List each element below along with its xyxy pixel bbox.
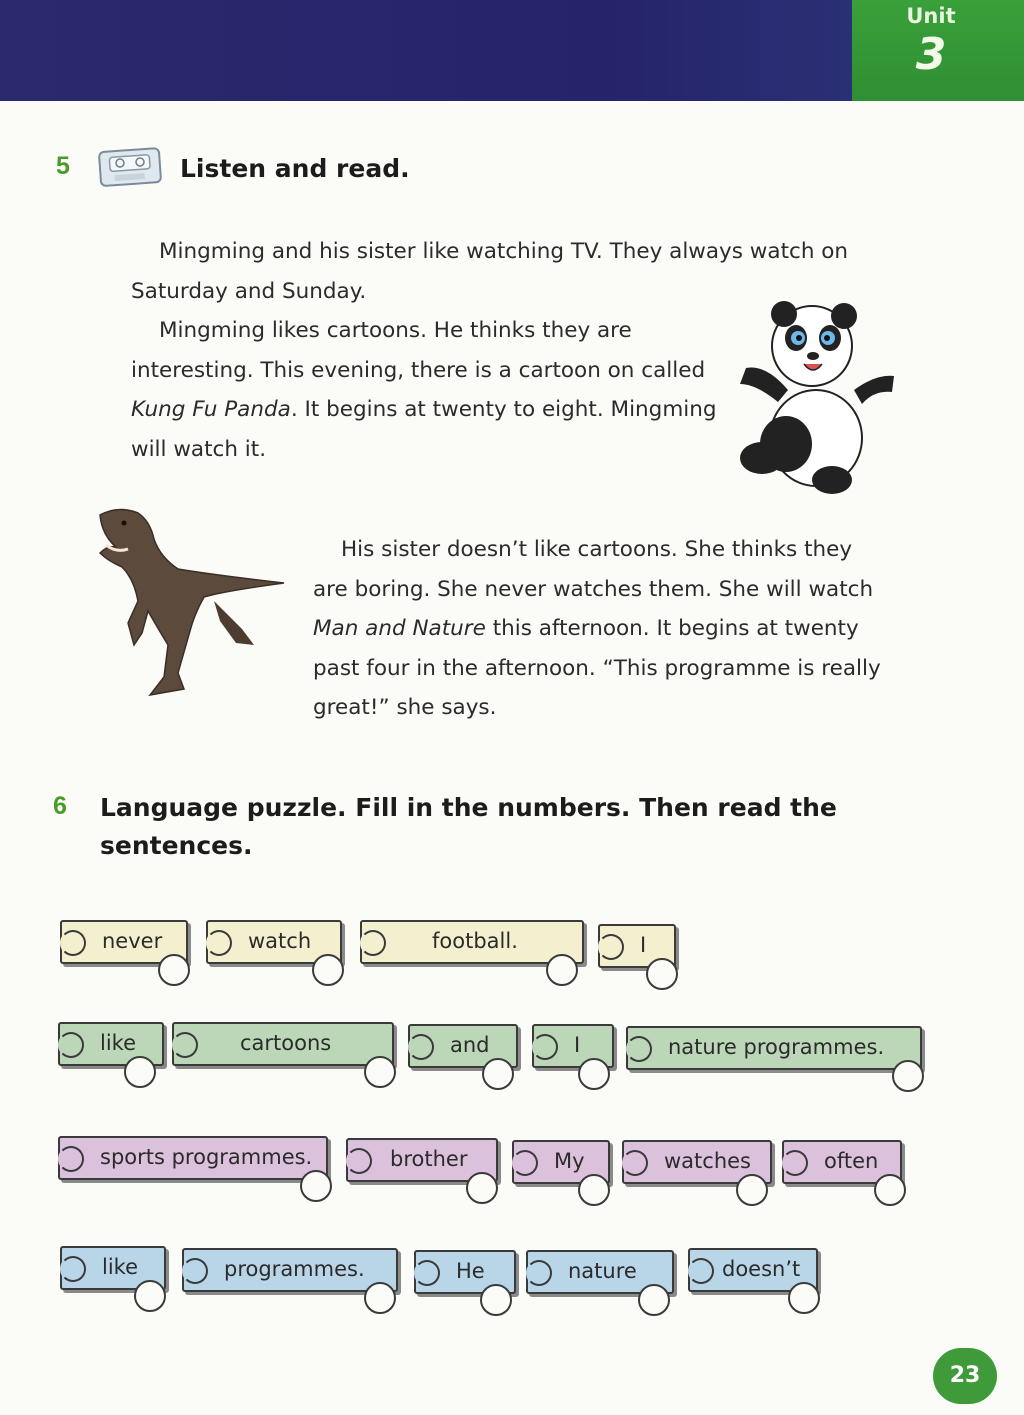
puzzle-piece-never[interactable] <box>60 920 188 964</box>
puzzle-word: doesn’t <box>722 1257 801 1281</box>
puzzle-piece-cartoons[interactable] <box>172 1022 394 1066</box>
puzzle-word: cartoons <box>240 1031 332 1055</box>
puzzle-word: never <box>102 929 163 953</box>
puzzle-word: like <box>102 1255 139 1279</box>
puzzle-piece-often[interactable] <box>782 1140 902 1184</box>
puzzle-word: football. <box>432 929 518 953</box>
puzzle-word: watches <box>664 1149 751 1173</box>
page-number: 23 <box>933 1348 997 1404</box>
puzzle-piece-nature-programmes[interactable] <box>626 1026 922 1070</box>
paragraph-3-text-b: this afternoon. It begins at twenty past four in the afternoon. “This programme is really great!” she says. <box>313 616 881 720</box>
puzzle-piece-and[interactable] <box>408 1024 518 1068</box>
puzzle-piece-programmes[interactable] <box>182 1248 398 1292</box>
puzzle-piece-doesnt[interactable] <box>688 1248 818 1292</box>
puzzle-piece-like-2[interactable] <box>60 1246 166 1290</box>
header-bar <box>0 0 852 101</box>
passage-paragraph-2 <box>131 311 721 469</box>
puzzle-word: often <box>824 1149 879 1173</box>
puzzle-word: programmes. <box>224 1257 365 1281</box>
puzzle-word: like <box>100 1031 137 1055</box>
section6-title: Language puzzle. Fill in the numbers. Then read the sentences. <box>100 793 837 860</box>
passage-paragraph-3 <box>313 530 893 728</box>
puzzle-word: nature <box>568 1259 637 1283</box>
puzzle-piece-my[interactable] <box>512 1140 610 1184</box>
puzzle-word: nature programmes. <box>668 1035 885 1059</box>
puzzle-piece-he[interactable] <box>414 1250 516 1294</box>
puzzle-word: My <box>554 1149 585 1173</box>
puzzle-word: I <box>640 933 647 957</box>
puzzle-piece-like[interactable] <box>58 1022 164 1066</box>
section5-number: 5 <box>56 152 70 180</box>
paragraph-3-text-a: His sister doesn’t like cartoons. She thinks they are boring. She never watches them. She will watch <box>313 537 874 602</box>
puzzle-piece-i-2[interactable] <box>532 1024 614 1068</box>
cartoon-title: Kung Fu Panda <box>131 397 291 422</box>
puzzle-word: brother <box>390 1147 468 1171</box>
unit-number: 3 <box>915 29 947 80</box>
puzzle-piece-brother[interactable] <box>346 1138 498 1182</box>
puzzle-word: I <box>574 1033 581 1057</box>
unit-label: Unit <box>906 4 956 28</box>
paragraph-1-text: Mingming and his sister like watching TV. They always watch on Saturday and Sunday. <box>131 239 849 304</box>
paragraph-2-text-b: . It begins at twenty to eight. Mingming will watch it. <box>131 397 717 462</box>
paragraph-2-text-a: Mingming likes cartoons. He thinks they are interesting. This evening, there is a cartoon on called <box>131 318 706 383</box>
dinosaur-illustration <box>94 505 286 701</box>
puzzle-word: sports programmes. <box>100 1145 313 1169</box>
puzzle-piece-watch[interactable] <box>206 920 342 964</box>
puzzle-piece-sports-programmes[interactable] <box>58 1136 328 1180</box>
cassette-tape-icon <box>96 144 166 188</box>
puzzle-word: watch <box>248 929 312 953</box>
puzzle-piece-i[interactable] <box>598 924 676 968</box>
panda-illustration <box>726 298 898 498</box>
programme-title: Man and Nature <box>313 616 486 641</box>
puzzle-piece-football[interactable] <box>360 920 584 964</box>
section5-title: Listen and read. <box>180 154 410 183</box>
puzzle-piece-nature[interactable] <box>526 1250 674 1294</box>
puzzle-word: and <box>450 1033 490 1057</box>
section6-number: 6 <box>53 792 67 820</box>
puzzle-piece-watches[interactable] <box>622 1140 772 1184</box>
puzzle-word: He <box>456 1259 485 1283</box>
